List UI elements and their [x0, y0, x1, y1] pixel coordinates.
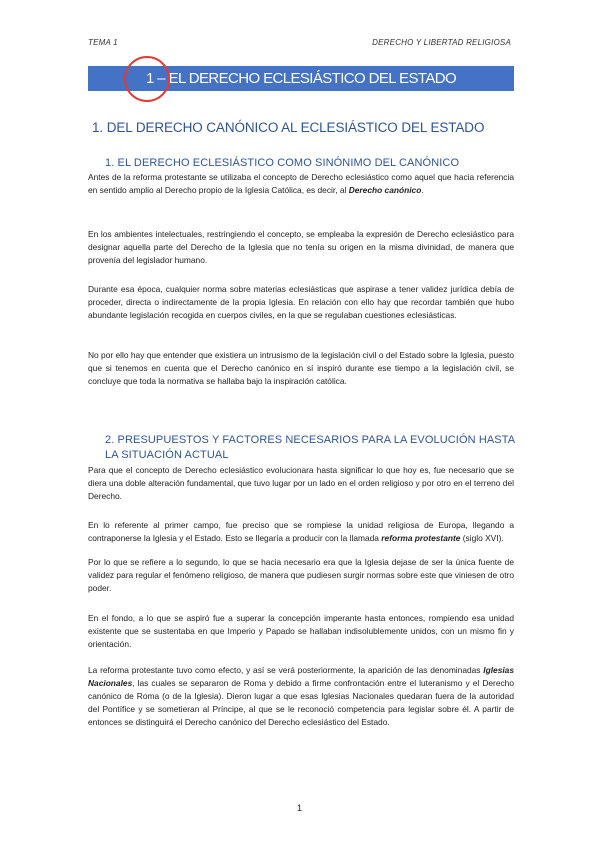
paragraph-6-text: En lo referente al primer campo, fue preciso que se rompiese la unidad religiosa de Europa, llegando a contraponerse la Iglesia y el Estado. Esto se llegaría a producir con la llamada	[88, 520, 514, 543]
page-number: 1	[296, 803, 302, 813]
paragraph-9-text: La reforma protestante tuvo como efecto, y así se verá posteriormente, la aparición de las denominadas	[88, 665, 484, 675]
paragraph-6-emphasis: reforma protestante	[381, 532, 461, 543]
paragraph-9-rest: , las cuales se separaron de Roma y debido a firme confrontación entre el luteranismo y el Derecho canónico de Roma (o de la Iglesia). Dieron lugar a que esas Iglesias Nacionales quedaran fuera de la autoridad del Pontífice y se sometieran al Príncipe, al que se le reconoció competencia para legislar sobre él. A partir de entonces se distinguirá el Derecho canónico del Derecho eclesiástico del Estado.	[88, 677, 514, 727]
section-heading: 1. DEL DERECHO CANÓNICO AL ECLESIÁSTICO DEL ESTADO	[92, 120, 485, 135]
paragraph-5: Para que el concepto de Derecho eclesiástico evolucionara hasta significar lo que hoy es, fue necesario que se diera una doble alteración fundamental, que tuvo lugar por un lado en el orden religioso y por otro en el terreno del Derecho.	[88, 465, 514, 501]
subsection-heading-1: 1. EL DERECHO ECLESIÁSTICO COMO SINÓNIMO DEL CANÓNICO	[105, 157, 460, 169]
paragraph-9-emphasis: Iglesias Nacionales	[88, 665, 514, 688]
paragraph-1-end: .	[421, 184, 424, 195]
paragraph-1-text: Antes de la reforma protestante se utilizaba el concepto de Derecho eclesiástico como aquel que hacia referencia en sentido amplio al Derecho propio de la Iglesia Católica, es decir, al	[88, 172, 514, 195]
paragraph-7: Por lo que se refiere a lo segundo, lo que se hacia necesario era que la Iglesia dejase de ser la única fuente de validez para regular el fenómeno religioso, de manera que pudiesen surgir normas sobre este que viniesen de otro poder.	[88, 557, 514, 593]
subsection-heading-2: 2. PRESUPUESTOS Y FACTORES NECESARIOS PARA LA EVOLUCIÓN HASTA LA SITUACIÓN ACTUAL	[105, 434, 515, 461]
page-title: 1 – EL DERECHO ECLESIÁSTICO DEL ESTADO	[145, 70, 457, 87]
paragraph-6-end: (siglo XVI).	[460, 532, 504, 543]
paragraph-6	[88, 519, 514, 545]
paragraph-9	[88, 664, 514, 729]
paragraph-1-emphasis: Derecho canónico	[348, 184, 422, 195]
annotation-circle	[124, 56, 170, 102]
header-right: DERECHO Y LIBERTAD RELIGIOSA	[372, 38, 511, 47]
paragraph-1	[88, 171, 514, 197]
paragraph-4: No por ello hay que entender que existiera un intrusismo de la legislación civil o del Estado sobre la Iglesia, puesto que si tenemos en cuenta que el Derecho canónico en sí inspiró durante ese tiempo a la legislación civil, se concluye que toda la normativa se hallaba bajo la inspiración católica.	[88, 350, 514, 386]
paragraph-2: En los ambientes intelectuales, restringiendo el concepto, se empleaba la expresión de Derecho eclesiástico para designar aquella parte del Derecho de la Iglesia que no tenía su origen en la misma divinidad, de manera que provenía del legislador humano.	[88, 229, 514, 265]
header-left: TEMA 1	[88, 38, 118, 47]
paragraph-8: En el fondo, a lo que se aspiró fue a superar la concepción imperante hasta entonces, rompiendo esa unidad existente que se sustentaba en que Imperio y Papado se hallaban indisolublemente unidos, con un mismo fin y orientación.	[88, 613, 514, 649]
paragraph-3: Durante esa época, cualquier norma sobre materias eclesiásticas que aspirase a tener validez jurídica debía de proceder, directa o indirectamente de la propia Iglesia. En relación con ello hay que recordar también que hubo abundante legislación recogida en cuerpos civiles, en la que se regulaban cuestiones eclesiásticas.	[88, 284, 514, 320]
